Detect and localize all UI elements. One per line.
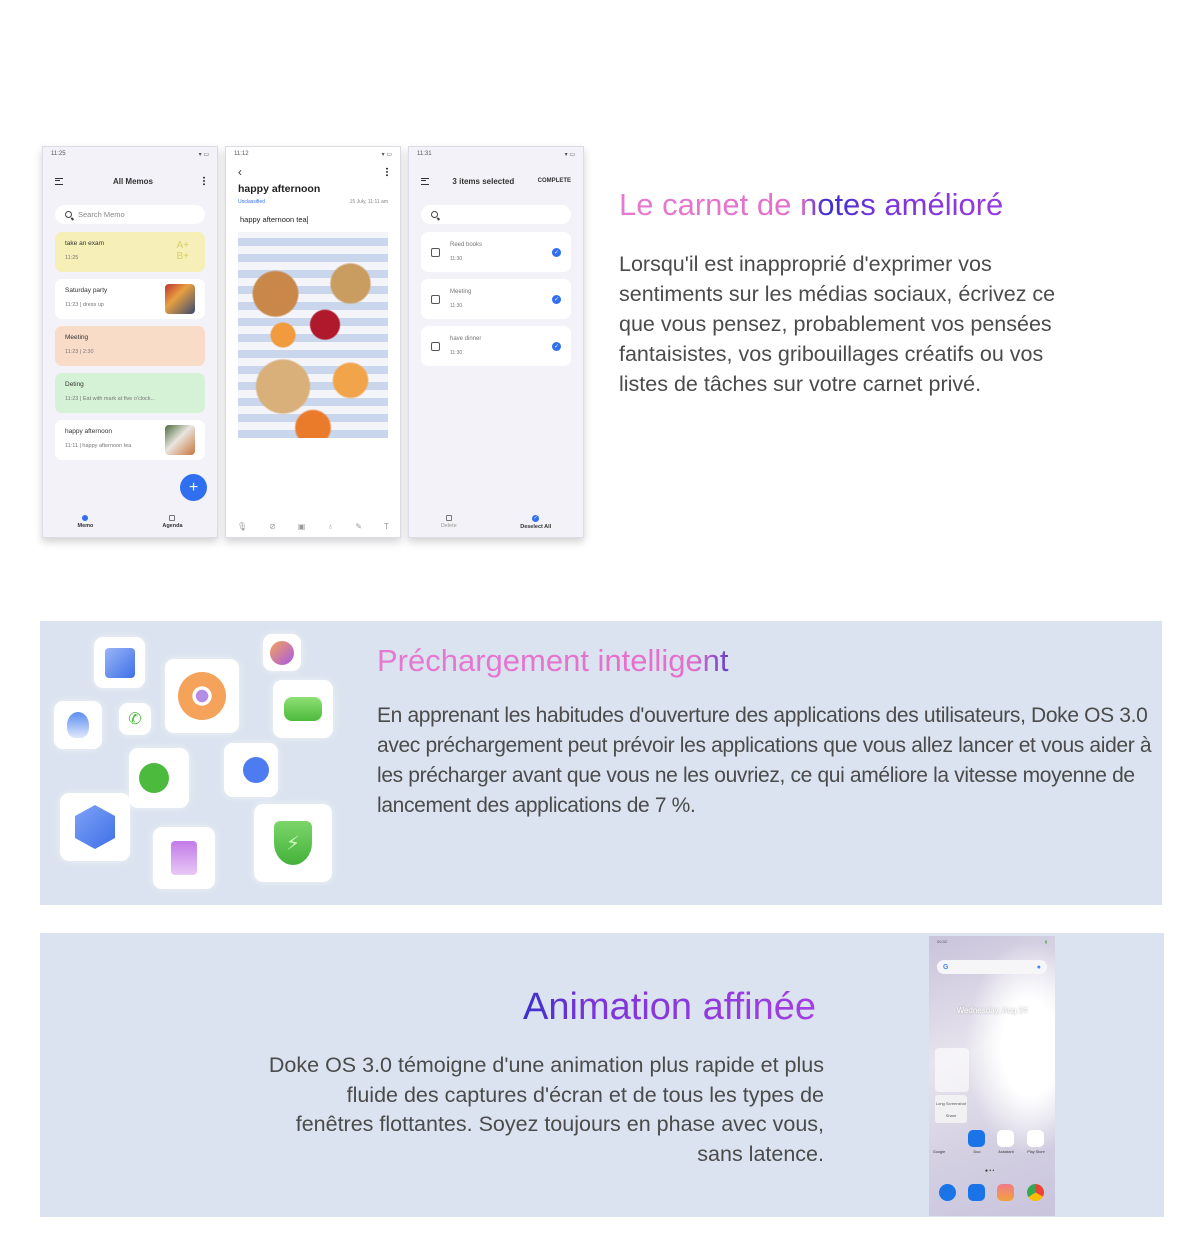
mic-icon[interactable]: ●: [1036, 963, 1041, 971]
checklist-icon[interactable]: ⊘: [269, 522, 276, 531]
picnic-photo: [238, 232, 388, 438]
memo-sub: 11:25: [65, 255, 79, 261]
nav-label: Deselect All: [520, 523, 552, 530]
trash-icon: [446, 515, 452, 521]
search-placeholder: Search Memo: [78, 210, 125, 219]
phone-agenda-select: [408, 146, 584, 538]
note-body-text: happy afternoon tea: [240, 215, 307, 224]
camera-dock-icon[interactable]: [997, 1184, 1014, 1201]
phone-dock-icon[interactable]: [939, 1184, 956, 1201]
home-date: Wednesday, Aug 24: [956, 1006, 1028, 1015]
memo-card[interactable]: [55, 326, 205, 366]
app-label: Play Store: [1027, 1150, 1045, 1154]
selection-title: 3 items selected: [452, 176, 515, 186]
cube-app-icon: [60, 793, 130, 861]
memo-sub: 11:23 | dress up: [65, 302, 104, 308]
phone-app-icon: ✆: [119, 703, 151, 735]
nav-label: Memo: [77, 523, 94, 529]
notes-app-icon: [153, 827, 215, 889]
animation-section: [40, 933, 1164, 1217]
chrome-dock-icon[interactable]: [1027, 1184, 1044, 1201]
section-body: Lorsqu'il est inapproprié d'exprimer vos sentiments sur les médias sociaux, écrivez ce que vous pensez, probablement vos pensées fantaisistes, vos gribouillages créatifs ou vos listes de tâches sur votre carnet privé.: [619, 252, 1056, 396]
theme-icon[interactable]: ♁: [327, 522, 334, 531]
status-icons: ▾ ▭: [198, 151, 209, 158]
image-icon[interactable]: ▣: [297, 522, 306, 531]
section-title: Préchargement intelligent: [377, 641, 1167, 681]
agenda-item[interactable]: [421, 279, 571, 319]
section-body: Doke OS 3.0 témoigne d'une animation plus rapide et plus fluide des captures d'écran et de tous les types de fenêtres flottantes. Soyez toujours en phase avec vous, sans latence.: [268, 1053, 824, 1166]
status-icons: ▾ ▭: [564, 151, 575, 158]
memo-card[interactable]: [55, 373, 205, 413]
text-caret: [307, 216, 308, 224]
complete-button[interactable]: COMPLETE: [537, 178, 571, 184]
app-label: Duo: [973, 1150, 981, 1154]
nav-label: Agenda: [162, 523, 183, 529]
google-logo-icon: G: [943, 963, 949, 971]
note-body-input[interactable]: [226, 209, 400, 230]
item-title: Reed books: [450, 242, 483, 248]
battery-icon: ▮: [1044, 938, 1047, 944]
memo-title: take an exam: [65, 240, 105, 247]
pen-icon[interactable]: ✎: [355, 522, 363, 531]
note-date: 15 July, 11:11 am: [349, 199, 388, 205]
status-time: 00:32: [937, 938, 948, 944]
section-title: Le carnet de notes amélioré: [619, 185, 1069, 225]
nav-agenda[interactable]: [162, 515, 182, 529]
checkbox[interactable]: [431, 248, 440, 257]
memo-icon: [82, 515, 88, 521]
menu-icon[interactable]: [55, 178, 63, 185]
status-icons: ▾ ▭: [381, 151, 392, 158]
more-icon[interactable]: [386, 167, 388, 177]
nav-label: Delete: [440, 523, 457, 529]
calculator-app-icon: [129, 748, 189, 808]
memo-sub: 11:23 | Eat with mark at five o'clock...: [65, 396, 156, 402]
memo-card[interactable]: [55, 420, 205, 460]
section-body: En apprenant les habitudes d'ouverture des applications des utilisateurs, Doke OS 3.0 avec préchargement peut prévoir les applications que vous allez lancer et vous aider à les précharger avant que vous ne les ouvriez, ce qui améliore la vitesse moyenne de lancement des applications de 7 %.: [377, 704, 1152, 817]
agenda-item[interactable]: [421, 326, 571, 366]
memo-sub: 11:23 | 2:30: [65, 349, 94, 355]
agenda-icon: [169, 515, 175, 521]
memo-sub: 11:11 | happy afternoon tea: [65, 443, 132, 449]
phone-note-editor: [225, 146, 401, 538]
assistant-app-icon[interactable]: [997, 1130, 1014, 1147]
deselect-all-button[interactable]: [520, 515, 551, 530]
app-label: Google: [932, 1150, 946, 1154]
preload-text: [377, 641, 1167, 821]
game-app-icon: [273, 680, 333, 738]
menu-icon[interactable]: [421, 178, 429, 185]
screen-title: All Memos: [112, 176, 153, 186]
note-category[interactable]: Unclassified: [238, 199, 265, 205]
music-app-icon: [165, 659, 239, 733]
app-label: Assistant: [998, 1150, 1014, 1154]
search-icon: [65, 211, 72, 218]
memo-card[interactable]: [55, 279, 205, 319]
phone-all-memos: [42, 146, 218, 538]
security-app-icon: ⚡: [254, 804, 332, 882]
selected-check-icon[interactable]: ✓: [553, 249, 560, 256]
app-icons-cluster: [40, 621, 350, 906]
search-input[interactable]: [55, 205, 205, 224]
item-time: 11:30: [450, 256, 463, 262]
memo-title: Deting: [65, 381, 84, 388]
home-screen-mockup: [929, 936, 1055, 1216]
agenda-item[interactable]: [421, 232, 571, 272]
grade-doodle: A+ B+: [176, 240, 189, 262]
text-format-icon[interactable]: T: [384, 522, 389, 531]
back-icon[interactable]: ‹: [238, 165, 242, 179]
item-title: Meeting: [450, 289, 472, 295]
status-time: 11:25: [51, 151, 66, 157]
play-store-app-icon[interactable]: [1027, 1130, 1044, 1147]
status-time: 11:12: [234, 151, 249, 157]
section-title: Animation affinée: [264, 983, 824, 1031]
more-icon[interactable]: [203, 176, 205, 186]
selected-check-icon[interactable]: ✓: [553, 343, 560, 350]
memo-title: Saturday party: [65, 287, 108, 294]
memo-thumbnail: [165, 284, 195, 314]
widgets-app-icon: [94, 637, 145, 688]
memo-thumbnail: [165, 425, 195, 455]
contacts-app-icon: [54, 701, 102, 749]
duo-app-icon[interactable]: [968, 1130, 985, 1147]
item-time: 11:30: [450, 303, 463, 309]
memo-card[interactable]: [55, 232, 205, 272]
search-icon: [431, 211, 438, 218]
preload-section: [40, 621, 1162, 905]
delete-button[interactable]: [441, 515, 457, 529]
check-icon: ✓: [533, 515, 538, 521]
search-input[interactable]: [421, 205, 571, 224]
share-option[interactable]: Share: [945, 1113, 957, 1118]
checkbox[interactable]: [431, 295, 440, 304]
page-indicator: ● • •: [985, 1168, 995, 1174]
memo-title: Meeting: [65, 334, 89, 341]
screenshot-thumbnail[interactable]: [935, 1048, 969, 1092]
memo-title: happy afternoon: [65, 428, 112, 435]
nav-memo[interactable]: [77, 515, 93, 529]
status-time: 11:31: [417, 151, 432, 157]
add-memo-button[interactable]: +: [180, 474, 207, 501]
clock-app-icon: [263, 634, 301, 671]
animation-text: [264, 983, 824, 1169]
note-title: happy afternoon: [238, 183, 321, 195]
microphone-icon[interactable]: 🎙: [236, 522, 248, 531]
messages-dock-icon[interactable]: [968, 1184, 985, 1201]
selected-check-icon[interactable]: ✓: [553, 296, 560, 303]
screenshot-popup: [935, 1095, 967, 1123]
item-title: have dinner: [450, 336, 482, 342]
item-time: 11:30: [450, 350, 463, 356]
long-screenshot-option[interactable]: Long Screenshot: [935, 1101, 967, 1106]
notes-section-text: [619, 185, 1069, 399]
checkbox[interactable]: [431, 342, 440, 351]
toggle-app-icon: [224, 743, 278, 797]
google-search-bar[interactable]: [937, 960, 1047, 974]
